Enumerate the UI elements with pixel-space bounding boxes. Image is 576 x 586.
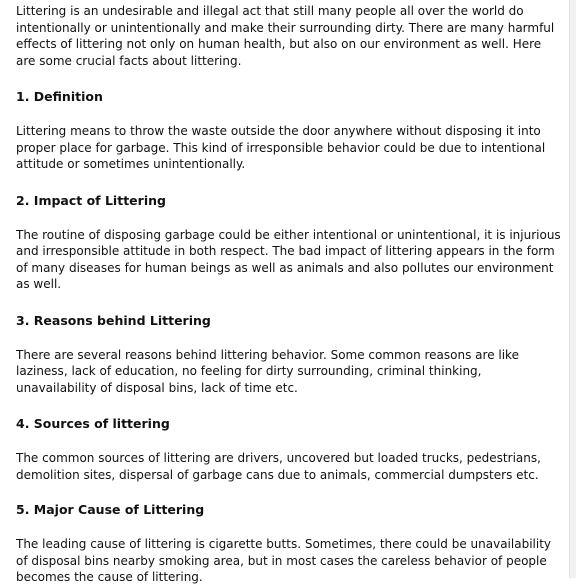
section-heading: 2. Impact of Littering (16, 192, 166, 208)
section-reasons-behind-littering (16, 313, 570, 397)
section-heading: 4. Sources of littering (16, 416, 170, 431)
section-heading: 3. Reasons behind Littering (16, 312, 211, 328)
intro-paragraph: Littering is an undesirable and illegal act that still many people all over the world do intentionally or unintentionally and make their surrounding dirty. There are many harmful effects of littering not only on human health, but also on our environment as well. Here are some crucial facts about littering. (16, 4, 555, 68)
section-impact-of-littering (16, 193, 570, 293)
section-heading: 5. Major Cause of Littering (16, 502, 205, 517)
section-major-cause-of-littering (16, 502, 570, 586)
section-body: The routine of disposing garbage could be either intentional or unintentional, it is injurious and irresponsible attitude in both respect. The bad impact of littering appears in the form of many diseases for human beings as well as animals and also pollutes our environment as well. (16, 227, 561, 291)
section-body: Littering means to throw the waste outside the door anywhere without disposing it into proper place for garbage. This kind of irresponsible behavior could be due to intentional attitude or sometimes unintentionally. (16, 124, 546, 171)
section-sources-of-littering (16, 416, 570, 483)
section-definition (16, 89, 570, 173)
section-body: The common sources of littering are drivers, uncovered but loaded trucks, pedestrians, demolition sites, dispersal of garbage cans due to animals, commercial dumpsters etc. (16, 451, 541, 482)
section-heading: 1. Definition (16, 89, 103, 104)
section-body: There are several reasons behind littering behavior. Some common reasons are like laziness, lack of education, no feeling for dirty surrounding, criminal thinking, unavailability of disposal bins, lack of time etc. (16, 347, 519, 395)
section-body: The leading cause of littering is cigarette butts. Sometimes, there could be unavailability of disposal bins nearby smoking area, but in most cases the careless behavior of people becomes the cause of littering. (16, 537, 551, 584)
page-edge-divider (569, 0, 576, 578)
